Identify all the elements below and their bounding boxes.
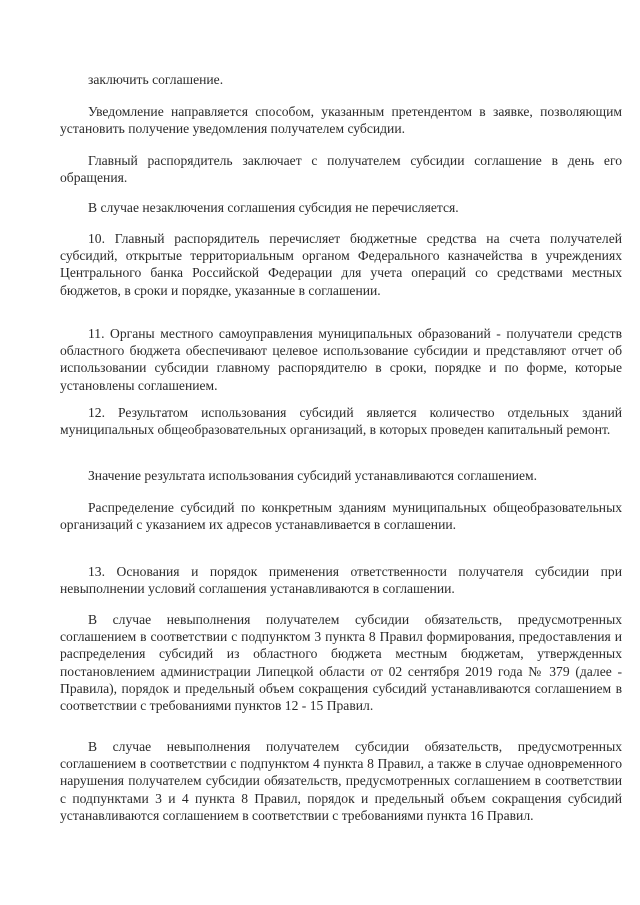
paragraph-12: В случае невыполнения получателем субсидии обязательств, предусмотренных соглашением в соответствии с подпунктом 4 пункта 8 Правил, а также в случае одновременного нарушения получателем субсидии обязательств, предусмотренных соглашением в соответствии с подпунктами 3 и 4 пункта 8 Правил, порядок и предельный объем сокращения субсидий устанавливаются соглашением в соответствии с требованиями пункта 16 Правил.: [60, 739, 622, 823]
paragraph-10: 13. Основания и порядок применения ответственности получателя субсидии при невыполнении условий соглашения устанавливаются в соглашении.: [60, 564, 622, 597]
paragraph-11: В случае невыполнения получателем субсидии обязательств, предусмотренных соглашением в соответствии с подпунктом 3 пункта 8 Правил формирования, предоставления и распределения субсидий из областного бюджета местным бюджетам, утвержденных постановлением администрации Липецкой области от 02 сентября 2019 года № 379 (далее - Правила), порядок и предельный объем сокращения субсидий устанавливаются соглашением в соответствии с требованиями пунктов 12 - 15 Правил.: [60, 612, 622, 714]
paragraph-9: Распределение субсидий по конкретным зданиям муниципальных общеобразовательных организаций с указанием их адресов устанавливается в соглашении.: [60, 500, 622, 533]
paragraph-2: Уведомление направляется способом, указанным претендентом в заявке, позволяющим установить получение уведомления получателем субсидии.: [60, 104, 622, 137]
paragraph-7: 12. Результатом использования субсидий является количество отдельных зданий муниципальных общеобразовательных организаций, в которых проведен капитальный ремонт.: [60, 405, 622, 438]
paragraph-5: 10. Главный распорядитель перечисляет бюджетные средства на счета получателей субсидий, открытые территориальным органом Федерального казначейства в учреждениях Центрального банка Российской Федерации для учета операций со средствами местных бюджетов, в сроки и порядке, указанные в соглашении.: [60, 231, 622, 298]
paragraph-1: заключить соглашение.: [88, 72, 224, 87]
paragraph-4: В случае незаключения соглашения субсидия не перечисляется.: [88, 200, 459, 215]
paragraph-8: Значение результата использования субсидий устанавливаются соглашением.: [88, 468, 538, 483]
paragraph-3: Главный распорядитель заключает с получателем субсидии соглашение в день его обращения.: [60, 153, 622, 186]
paragraph-6: 11. Органы местного самоуправления муниципальных образований - получатели средств областного бюджета обеспечивают целевое использование субсидии и представляют отчет об использовании субсидии главному распорядителю в сроки, порядке и по форме, которые установлены соглашением.: [60, 326, 622, 393]
